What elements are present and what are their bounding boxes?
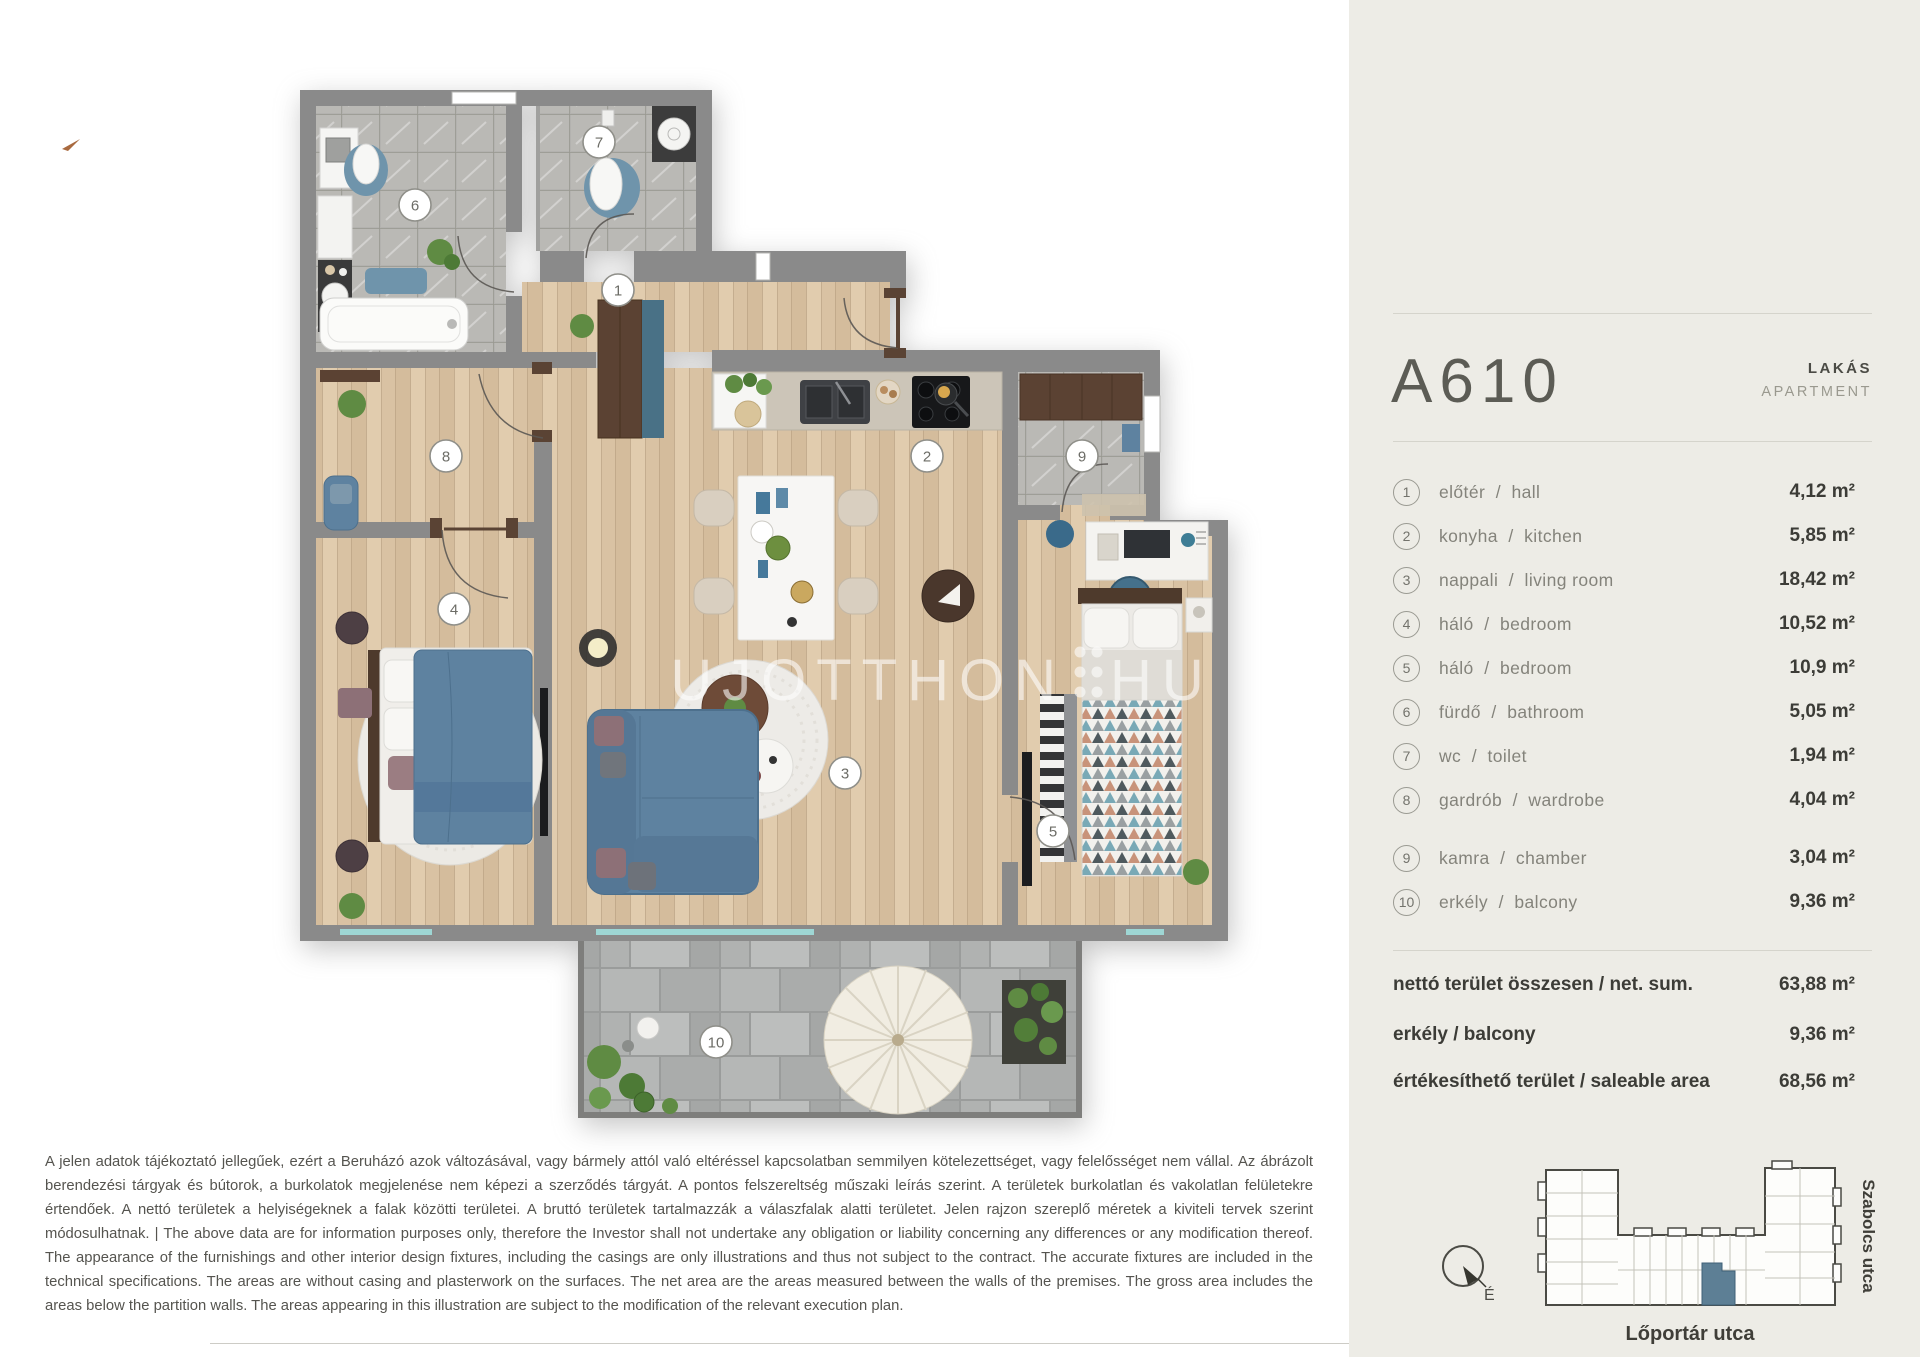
summary-label: erkély / balcony: [1393, 1024, 1536, 1045]
summary-value: 68,56 m²: [1778, 1071, 1855, 1092]
room-name: fürdő / bathroom: [1439, 701, 1585, 722]
plan-room-marker: [430, 440, 462, 472]
svg-text:5: 5: [1048, 823, 1058, 841]
room-row: [1393, 558, 1855, 602]
svg-text:7: 7: [594, 134, 604, 152]
room-name: előtér / hall: [1439, 481, 1541, 502]
kitchen-counter: [712, 372, 1002, 430]
title-divider-bottom: [1393, 441, 1872, 442]
plan-room-marker: [399, 189, 431, 221]
summary-value: 63,88 m²: [1778, 974, 1855, 995]
room-area: 18,42 m²: [1778, 569, 1855, 590]
room-row: [1393, 880, 1855, 924]
room-name: háló / bedroom: [1439, 657, 1572, 678]
summary-value: 9,36 m²: [1789, 1024, 1855, 1045]
room-list: [1393, 470, 1855, 924]
plan-room-marker: [583, 126, 615, 158]
room-name: erkély / balcony: [1439, 891, 1578, 912]
plan-room-marker: [911, 440, 943, 472]
room-number-badge: 3: [1393, 567, 1420, 594]
plan-room-marker: [602, 274, 634, 306]
room-name: kamra / chamber: [1439, 847, 1587, 868]
room-area: 3,04 m²: [1789, 847, 1855, 868]
building-footprint: [1538, 1161, 1841, 1305]
room-number-badge: 2: [1393, 523, 1420, 550]
room-number-badge: 10: [1393, 889, 1420, 916]
disclaimer-text: A jelen adatok tájékoztató jellegűek, ezért a Beruházó azok változásával, vagy bármely attól való eltéréssel kapcsolatban semmilyen kötelezettséget, vagy felelősséget nem vállal. Az ábrázolt berendezési tárgyak és bútorok, a burkolatok megjelenése nem képezi a szerződés tárgyát. A pontos felszereltség műszaki leírás szerint. A területek burkolatlan és vakolatlan felületekre értendőek. A nettó területek a helyiségeknek a falak közötti területei. A bruttó területek tartalmazzák a válaszfalak alatti területet. Jelen rajzon szereplő méretek a kiviteli tervek szerint módosulhatnak. | The above data are for information purposes only, therefore the Investor shall not undertake any obligation or liability concerning any differences or any modification thereof. The appearance of the furnishings and other interior design fixtures, including the casings are only illustrations and thus not subject to the contract. The accurate fixtures are included in the technical specifications. The areas are without casing and plasterwork on the surfaces. The net area are the areas measured between the walls of the premises. The gross area includes the areas below the partition walls. The areas appearing in this illustration are subject to the modification of the relevant execution plan.: [45, 1154, 1313, 1314]
room-row: [1393, 514, 1855, 558]
room-name: gardrób / wardrobe: [1439, 789, 1605, 810]
room-area: 5,05 m²: [1789, 701, 1855, 722]
room-area: 1,94 m²: [1789, 745, 1855, 766]
room-number-badge: 5: [1393, 655, 1420, 682]
room-area: 4,04 m²: [1789, 789, 1855, 810]
unit-type-en: APARTMENT: [1761, 384, 1872, 400]
site-map: [1420, 1148, 1890, 1353]
room-area: 10,52 m²: [1778, 613, 1855, 634]
room-name: wc / toilet: [1439, 745, 1527, 766]
room-name: nappali / living room: [1439, 569, 1614, 590]
summary-row: [1393, 1024, 1855, 1046]
svg-text:1: 1: [613, 282, 623, 300]
street-label-right: Szabolcs utca: [1859, 1179, 1878, 1293]
room-name: konyha / kitchen: [1439, 525, 1583, 546]
plan-room-marker: [1037, 815, 1069, 847]
svg-text:HU: HU: [1110, 648, 1214, 713]
unit-title: A610: [1391, 347, 1564, 416]
room-area: 9,36 m²: [1789, 891, 1855, 912]
room-row: [1393, 646, 1855, 690]
svg-text:6: 6: [410, 197, 420, 215]
room-name: háló / bedroom: [1439, 613, 1572, 634]
room-row: [1393, 690, 1855, 734]
room-number-badge: 6: [1393, 699, 1420, 726]
plan-room-marker: [700, 1026, 732, 1058]
room-row: [1393, 734, 1855, 778]
plan-room-marker: [829, 757, 861, 789]
summary-row: [1393, 1071, 1855, 1093]
room-area: 5,85 m²: [1789, 525, 1855, 546]
room-number-badge: 1: [1393, 479, 1420, 506]
room-area: 4,12 m²: [1789, 481, 1855, 502]
summary-row: [1393, 974, 1855, 996]
svg-text:3: 3: [840, 765, 850, 783]
svg-text:4: 4: [449, 601, 459, 619]
unit-type-label: [1761, 360, 1872, 400]
svg-text:UJOTTHON: UJOTTHON: [670, 648, 1066, 713]
plan-room-marker: [1066, 440, 1098, 472]
svg-text:9: 9: [1077, 448, 1087, 466]
room-row: [1393, 470, 1855, 514]
svg-text:10: 10: [707, 1034, 725, 1052]
room-row: [1393, 778, 1855, 822]
room-number-badge: 8: [1393, 787, 1420, 814]
room-row: [1393, 836, 1855, 880]
room-area: 10,9 m²: [1789, 657, 1855, 678]
room-number-badge: 4: [1393, 611, 1420, 638]
unit-type-hu: LAKÁS: [1807, 360, 1872, 377]
svg-text:8: 8: [441, 448, 451, 466]
room-number-badge: 9: [1393, 845, 1420, 872]
cursor-artifact-icon: [60, 137, 82, 153]
svg-text:É: É: [1484, 1287, 1495, 1304]
watermark: [670, 647, 1214, 714]
summary-label: nettó terület összesen / net. sum.: [1393, 974, 1693, 995]
room-number-badge: 7: [1393, 743, 1420, 770]
compass-icon: [1443, 1246, 1495, 1304]
svg-text:2: 2: [922, 448, 932, 466]
list-divider: [1393, 950, 1872, 951]
plan-room-marker: [438, 593, 470, 625]
room-row: [1393, 602, 1855, 646]
info-panel: [1349, 0, 1920, 1357]
title-divider-top: [1393, 313, 1872, 314]
street-label-bottom: Lőportár utca: [1625, 1323, 1755, 1345]
bottom-divider: [210, 1343, 1349, 1344]
summary-label: értékesíthető terület / saleable area: [1393, 1071, 1710, 1092]
